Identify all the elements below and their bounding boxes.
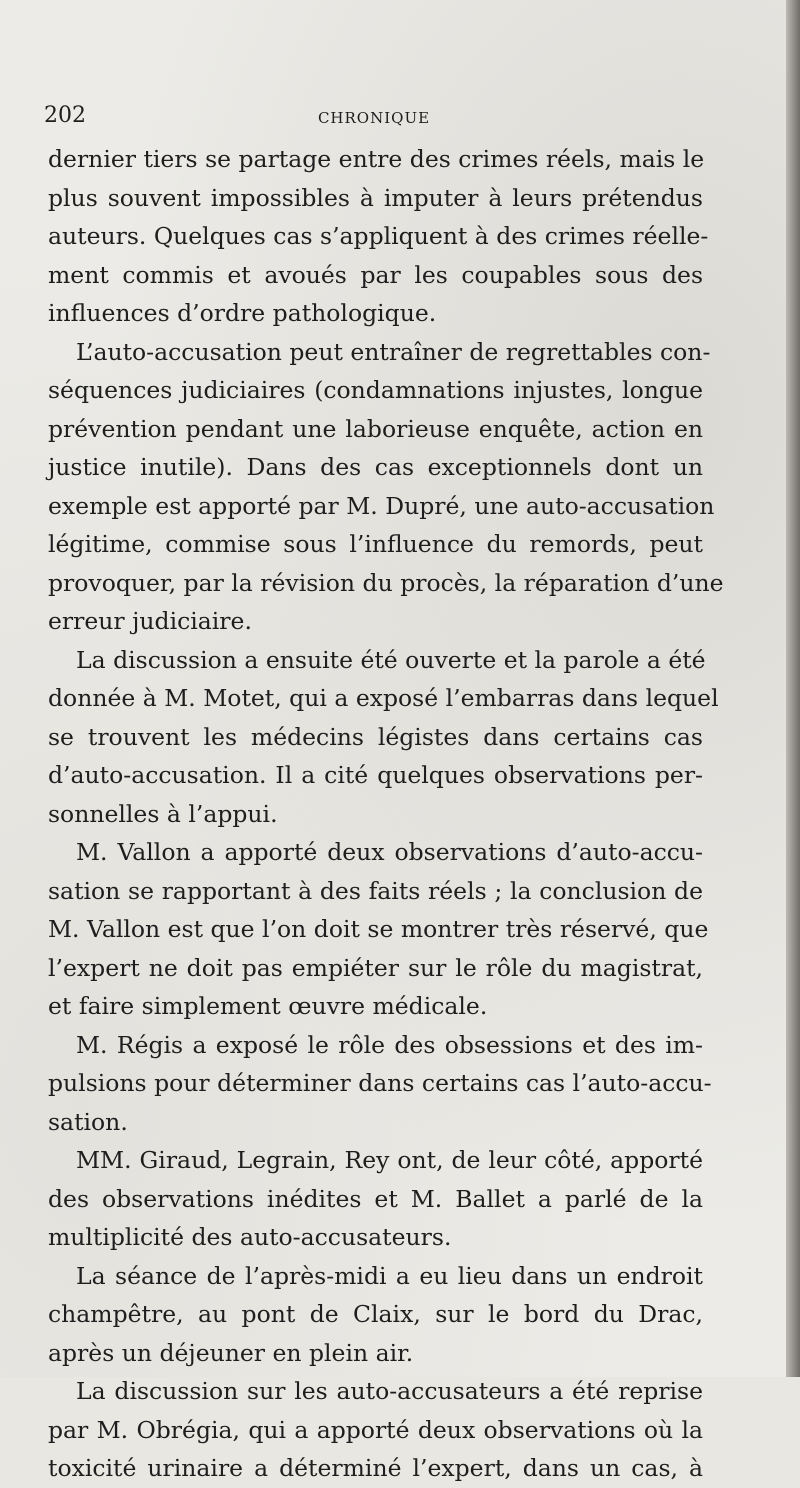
text-line: ment commis et avoués par les coupables sous des (48, 260, 703, 289)
text-line: M. Vallon a apporté deux observations d’auto-accu- (76, 838, 703, 866)
text-line: La discussion a ensuite été ouverte et la parole a été (76, 645, 706, 674)
text-line: par M. Obrégia, qui a apporté deux observations où la (48, 1415, 703, 1444)
text-line: pulsions pour déterminer dans certains cas l’auto-accu- (48, 1069, 712, 1097)
body-text (48, 140, 724, 1488)
text-line: toxicité urinaire a déterminé l’expert, dans un cas, à (48, 1454, 703, 1482)
text-line: plus souvent impossibles à imputer à leurs prétendus (48, 183, 703, 212)
text-line: l’expert ne doit pas empiéter sur le rôle du magistrat, (48, 953, 703, 982)
text-line: après un déjeuner en plein air. (48, 1338, 414, 1367)
text-line: des observations inédites et M. Ballet a parlé de la (48, 1184, 703, 1213)
text-line: La séance de l’après-midi a eu lieu dans un endroit (76, 1261, 703, 1290)
text-line: champêtre, au pont de Claix, sur le bord du Drac, (48, 1300, 703, 1328)
text-line: MM. Giraud, Legrain, Rey ont, de leur côté, apporté (76, 1146, 703, 1174)
text-line: multiplicité des auto-accusateurs. (48, 1223, 452, 1251)
text-line: La discussion sur les auto-accusateurs a été reprise (76, 1377, 703, 1405)
page-number: 202 (44, 103, 86, 128)
text-line: exemple est apporté par M. Dupré, une auto-accusation (48, 491, 715, 520)
text-line: d’auto-accusation. Il a cité quelques observations per- (48, 761, 703, 789)
text-line: justice inutile). Dans des cas exceptionnels dont un (48, 453, 703, 481)
text-line: influences d’ordre pathologique. (48, 299, 437, 327)
text-line: sonnelles à l’appui. (48, 799, 278, 828)
text-line: séquences judiciaires (condamnations injustes, longue (48, 376, 703, 404)
text-line: erreur judiciaire. (48, 607, 252, 635)
text-line: M. Vallon est que l’on doit se montrer très réservé, que (48, 915, 709, 943)
text-line: provoquer, par la révision du procès, la réparation d’une (48, 568, 724, 597)
text-line: légitime, commise sous l’influence du remords, peut (48, 530, 703, 558)
text-line: sation. (48, 1107, 128, 1136)
text-line: prévention pendant une laborieuse enquête, action en (48, 414, 703, 443)
text-line: dernier tiers se partage entre des crimes réels, mais le (48, 145, 705, 173)
page-edge-shadow (786, 0, 800, 1377)
text-line: auteurs. Quelques cas s’appliquent à des crimes réelle- (48, 222, 709, 250)
text-line: se trouvent les médecins légistes dans certains cas (48, 722, 703, 751)
running-title: CHRONIQUE (317, 109, 431, 127)
text-line: donnée à M. Motet, qui a exposé l’embarras dans lequel (48, 684, 719, 712)
page-header (44, 101, 704, 131)
text-line: sation se rapportant à des faits réels ; la conclusion de (48, 876, 703, 905)
text-line: L’auto-accusation peut entraîner de regrettables con- (76, 337, 711, 366)
text-line: et faire simplement œuvre médicale. (48, 992, 488, 1020)
text-line: M. Régis a exposé le rôle des obsessions et des im- (76, 1030, 703, 1059)
